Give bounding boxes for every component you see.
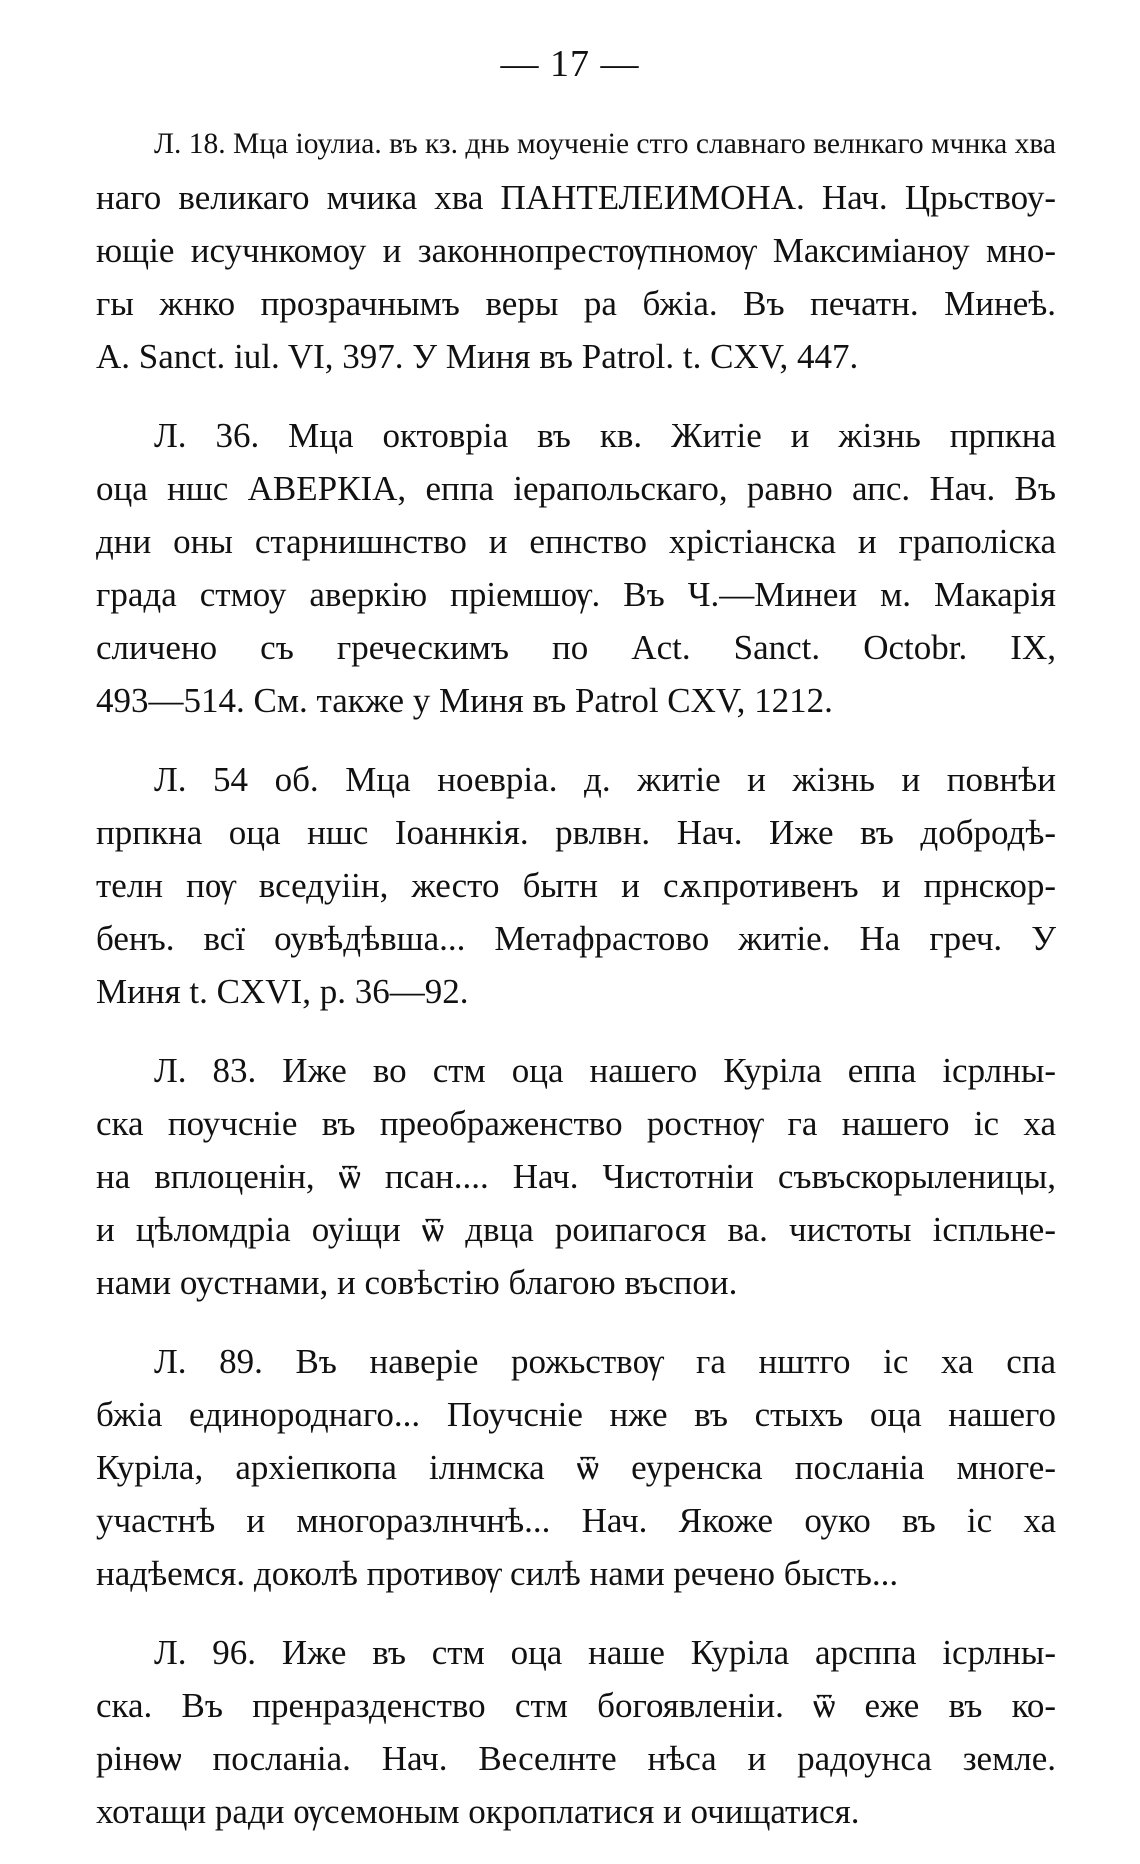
entry-line: надѣемся. доколѣ противѹ силѣ нами речено бысть... <box>96 1554 899 1593</box>
page-number: — 17 — <box>500 43 640 85</box>
entry-leaf-89 <box>96 1335 1056 1600</box>
entry-leaf-18 <box>96 118 1056 383</box>
entry-line: Л. 36. Мца октоврia въ кв. Житіе и жізнь прпкна <box>154 416 1056 455</box>
entry-line: Л. 96. Иже въ стм оца наше Куріла арсппа ісрлны- <box>154 1633 1056 1672</box>
entry-leaf-36 <box>96 409 1056 727</box>
entry-line: ющіе исучнкомоу и законнопрестѹпномѹ Максиміаноу мно- <box>96 231 1056 270</box>
entry-line: 493—514. См. также у Миня въ Patrol CXV, 1212. <box>96 681 833 720</box>
entry-line: нами оустнами, и совѣстію благою въспои. <box>96 1263 738 1302</box>
entry-line: и цѣломдріа оуіщи ѿ двца роипагося ва. чистоты іспльне- <box>96 1210 1056 1249</box>
entry-leaf-96 <box>96 1626 1056 1838</box>
entry-line: прпкна оца ншс Іоаннкія. рвлвн. Нач. Иже въ добродѣ- <box>96 813 1056 852</box>
entry-line: Куріла, архіепкопа ілнмска ѿ еуренска посланіа многе- <box>96 1448 1056 1487</box>
entry-line: оца ншс АВЕРКІА, еппа іерапольскаго, равно апс. Нач. Въ <box>96 469 1056 508</box>
entry-line: A. Sanct. iul. VI, 397. У Миня въ Patrol. t. CXV, 447. <box>96 337 859 376</box>
entry-line: Л. 18. Мца іоулиа. въ кз. днь моученіе стго славнаго велнкаго мчнка хва <box>154 128 1056 160</box>
entry-line: Л. 89. Въ наверіе рожьствѹ га нштго іс ха спа <box>154 1342 1056 1381</box>
entry-line: града стмоу аверкію пріемшѹ. Въ Ч.—Минеи м. Макарія <box>96 575 1056 614</box>
entry-line: бенъ. всї оувѣдѣвша... Метафрастово житіе. На греч. У <box>96 919 1056 958</box>
entry-line: на вплоценін, ѿ псан.... Нач. Чистотніи съвъскорыленицы, <box>96 1157 1056 1196</box>
entry-line: телн пѹ вседуіін, жесто бытн и сѫпротивенъ и прнскор- <box>96 866 1056 905</box>
entry-leaf-83 <box>96 1044 1056 1309</box>
entry-line: участнѣ и многоразлнчнѣ... Нач. Якоже оуко въ іс ха <box>96 1501 1056 1540</box>
entry-line: наго великаго мчика хва ПАНТЕЛЕИМОНА. Нач. Црьствоу- <box>96 178 1056 217</box>
entry-line: сличено съ греческимъ по Act. Sanct. Octobr. IX, <box>96 628 1056 667</box>
entry-leaf-54 <box>96 753 1056 1018</box>
entry-line: Миня t. CXVI, p. 36—92. <box>96 972 469 1011</box>
page-content <box>96 118 1056 1864</box>
entry-line: Л. 83. Иже во стм оца нашего Куріла еппа ісрлны- <box>154 1051 1056 1090</box>
entry-line: гы жнко прозрачнымъ веры ра бжіа. Въ печатн. Минеѣ. <box>96 284 1056 323</box>
entry-line: ска поучсніе въ преображенство ростнѹ га нашего іс ха <box>96 1104 1056 1143</box>
entry-line: Л. 54 об. Мца ноеврia. д. житіе и жізнь и повнѣи <box>154 760 1056 799</box>
entry-line: ска. Въ пренразденство стм богоявленіи. ѿ еже въ ко- <box>96 1686 1056 1725</box>
entry-line: бжіа единороднаго... Поучсніе нже въ стыхъ оца нашего <box>96 1395 1056 1434</box>
entry-line: дни оны старнишнство и епнство хрістіанска и граполіска <box>96 522 1056 561</box>
entry-line: рінѳѡ посланіа. Нач. Веселнте нѣса и радоунса земле. <box>96 1739 1056 1778</box>
entry-line: хотащи ради ѹсемоным окроплатися и очищатися. <box>96 1792 860 1831</box>
